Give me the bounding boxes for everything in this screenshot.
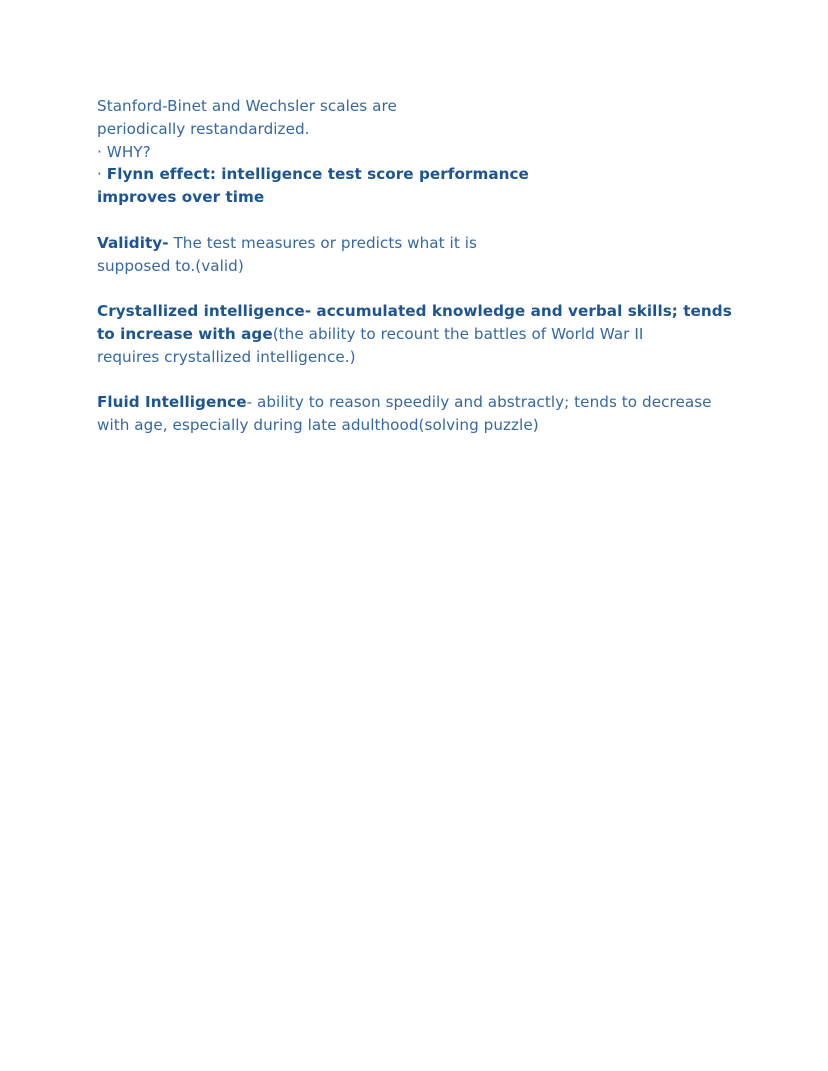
crystallized-term-line-1: Crystallized intelligence- accumulated knowledge and verbal skills; tends bbox=[97, 302, 732, 321]
paragraph-fluid-intelligence bbox=[97, 391, 737, 437]
crystallized-example: (the ability to recount the battles of World War II bbox=[272, 324, 644, 343]
fluid-term: Fluid Intelligence bbox=[97, 393, 247, 412]
flynn-effect-text: Flynn effect: intelligence test score performance bbox=[106, 165, 529, 184]
paragraph-restandardization bbox=[97, 95, 737, 209]
validity-line-1 bbox=[97, 232, 737, 255]
crystallized-line-2 bbox=[97, 323, 737, 346]
text-line: periodically restandardized. bbox=[97, 119, 310, 138]
crystallized-term-cont: to increase with age bbox=[97, 324, 273, 343]
paragraph-validity bbox=[97, 232, 737, 278]
bullet-why: · WHY? bbox=[97, 142, 151, 161]
crystallized-example-cont: requires crystallized intelligence.) bbox=[97, 347, 356, 366]
fluid-definition: - ability to reason speedily and abstractly; tends to decrease bbox=[246, 393, 712, 412]
document-page bbox=[97, 95, 737, 460]
validity-definition-cont: supposed to.(valid) bbox=[97, 256, 244, 275]
bullet-flynn-effect bbox=[97, 163, 737, 186]
fluid-definition-cont: with age, especially during late adulthood(solving puzzle) bbox=[97, 416, 539, 435]
validity-definition: The test measures or predicts what it is bbox=[168, 233, 477, 252]
bullet-marker: · bbox=[97, 165, 107, 184]
paragraph-crystallized-intelligence bbox=[97, 300, 737, 368]
flynn-effect-text-cont: improves over time bbox=[97, 188, 265, 207]
validity-term: Validity- bbox=[97, 233, 169, 252]
text-line: Stanford-Binet and Wechsler scales are bbox=[97, 97, 397, 115]
fluid-line-1 bbox=[97, 391, 737, 414]
